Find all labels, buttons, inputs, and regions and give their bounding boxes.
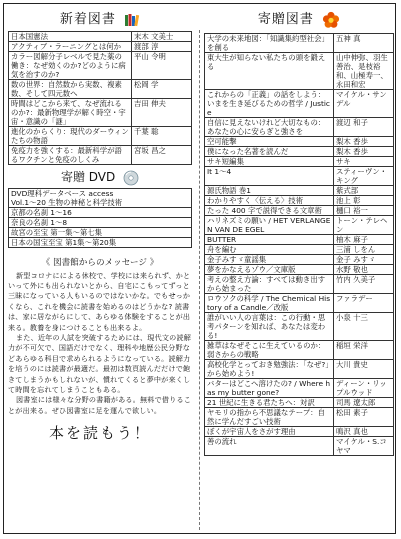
donated-book-row — [205, 205, 394, 215]
book-title: 東大生が知らない私たちの頭を鍛える — [205, 52, 334, 89]
book-author: 三浦 しをん — [334, 244, 394, 254]
book-author: 梨木 香歩 — [334, 146, 394, 156]
book-title: 源氏物語 巻1 — [205, 185, 334, 195]
book-author: 大川 貴史 — [334, 359, 394, 378]
book-author: 樋口 裕一 — [334, 205, 394, 215]
donated-book-row — [205, 166, 394, 185]
dvd-item: 京都の名刹 1〜16 — [9, 207, 192, 217]
book-author: 小泉 十三 — [334, 312, 394, 340]
book-title: わかりやすく〈伝える〉技術 — [205, 195, 334, 205]
donated-book-row — [205, 89, 394, 117]
dvd-row — [9, 217, 192, 227]
book-author: 松岡 学 — [132, 80, 192, 99]
message-title: 《 図書館からのメッセージ 》 — [41, 257, 159, 268]
dvd-row — [9, 207, 192, 217]
book-title: 夢をかなえるゾウ／文庫版 — [205, 264, 334, 274]
donated-book-row — [205, 264, 394, 274]
disc-icon — [123, 170, 139, 186]
dvd-item: 日本の国宝至宝 第1集〜第20集 — [9, 237, 192, 247]
book-author: ディーン・リップルウッド — [334, 378, 394, 397]
book-title: カラー図解分子レベルで見た薬の働き：なぜ効くのか?どのように病気を治すのか? — [9, 52, 132, 80]
message-paragraph: また、近年の人試を突破するためには、現代文の読解力が不可欠で、国語だけでなく、理科や地歴公民分野などあらゆる科目で求められるようになっている。読解力を培うのには読書が最適だ。最初は数頁読んだだけで飽きてしまうかもしれないが、慣れてくると夢中が来くして時間を忘れてしまうこともある。 — [8, 332, 192, 394]
book-author: 稲垣 栄洋 — [334, 340, 394, 359]
donated-book-row — [205, 146, 394, 156]
book-title: これからの「正義」の話をしよう：いまを生き延びるための哲学 / Justice — [205, 89, 334, 117]
book-author: 司馬 遼太郎 — [334, 397, 394, 407]
donated-books-heading — [204, 8, 394, 29]
message-paragraph: 新型コロナにによる休校で、学校には来られず、かといって外にも出られないとから、自宅にこもってずっと三昧になっている人もいるのではないかな。でもせっかくなら、これを機会に読書を始めるのはどうかな? 読書は、家に居ながらにして、あらゆる体験をすることが出来る。教養を身につけることも出来るよ。 — [8, 270, 191, 332]
book-author: 渡辺 和子 — [334, 117, 394, 136]
book-title: 空可能撃 — [205, 136, 334, 146]
book-title: 自信に見えないけれど大切なもの：あなたの心に安らぎと強さを — [205, 117, 334, 136]
flower-icon — [322, 11, 340, 29]
donated-book-row — [205, 407, 394, 426]
new-book-row — [9, 99, 192, 127]
book-author: サキ — [334, 156, 394, 166]
book-title: 数の世界：自然数から実数、複素数、そして四元数へ — [9, 80, 132, 99]
book-title: 免疫力を強くする：最新科学が語るワクチンと免疫のしくみ — [9, 146, 132, 165]
book-title: 高校化学とっておき勉強法：「なぜ?」から始めよう! — [205, 359, 334, 378]
column-divider — [199, 30, 200, 530]
book-author: 五神 真 — [334, 33, 394, 52]
dvd-table — [8, 188, 192, 248]
books-icon — [124, 13, 140, 27]
book-title: 誰がいい人の言葉は：この行動・思考パターンを知れば、あなたは変わる! — [205, 312, 334, 340]
new-book-row — [9, 146, 192, 165]
book-author: トーン・テレヘン — [334, 215, 394, 234]
book-title: 進化のからくり：現代のダーウィンたちの物語 — [9, 127, 132, 146]
book-author: 柚木 麻子 — [334, 234, 394, 244]
dvd-item: 奈良の名刹 1〜8 — [9, 217, 192, 227]
dvd-row — [9, 188, 192, 207]
donated-book-row — [205, 195, 394, 205]
new-book-row — [9, 42, 192, 52]
donated-book-row — [205, 215, 394, 234]
dvd-title: 寄贈 DVD — [60, 170, 116, 184]
new-books-table — [8, 31, 192, 165]
book-title: 考えの整え方論：すべては動き出すから始まった — [205, 274, 334, 293]
donated-book-row — [205, 378, 394, 397]
donated-book-row — [205, 185, 394, 195]
library-message — [8, 256, 192, 444]
book-title: 僕になった名著を読んだ — [205, 146, 334, 156]
new-book-row — [9, 80, 192, 99]
donated-books-table — [204, 33, 394, 456]
book-title: 善の流れ — [205, 436, 334, 455]
donated-book-row — [205, 254, 394, 264]
book-author: マイケル・サンデル — [334, 89, 394, 117]
left-column — [8, 8, 192, 443]
book-author: 吉田 伸夫 — [132, 99, 192, 127]
donated-book-row — [205, 312, 394, 340]
new-books-heading — [8, 8, 192, 27]
donated-books-title: 寄贈図書 — [257, 12, 314, 27]
book-author: 紫式部 — [334, 185, 394, 195]
book-title: ぼくが宇宙人をさがす理由 — [205, 426, 334, 436]
dvd-item: 故宮の至宝 第一集〜第七集 — [9, 227, 192, 237]
book-title: It 1〜4 — [205, 166, 334, 185]
message-paragraph: 図書室には様々な分野の書籍がある。無料で借りることが出来る。ぜひ図書室に足を運んで欲しい。 — [8, 395, 192, 415]
donated-book-row — [205, 117, 394, 136]
book-title: 時間はどこから来て、なぜ流れるのか?：最新物理学が解く時空・宇宙・意識の「謎」 — [9, 99, 132, 127]
book-title: ロウソクの科学 / The Chemical History of a Candle／改版 — [205, 293, 334, 312]
slogan: 本を読もう！ — [48, 424, 151, 443]
book-author: 金子 みすゞ — [334, 254, 394, 264]
book-title: たった 400 字で説得できる文章術 — [205, 205, 334, 215]
donated-book-row — [205, 244, 394, 254]
new-book-row — [9, 52, 192, 80]
book-author: 池上 彰 — [334, 195, 394, 205]
dvd-heading — [8, 168, 192, 186]
book-author: 平山 令明 — [132, 52, 192, 80]
donated-book-row — [205, 33, 394, 52]
donated-book-row — [205, 274, 394, 293]
donated-book-row — [205, 426, 394, 436]
book-title: サキ短編集 — [205, 156, 334, 166]
book-author: 松田 素子 — [334, 407, 394, 426]
dvd-row — [9, 227, 192, 237]
new-book-row — [9, 127, 192, 146]
book-title: 雑草はなぜそこに生えているのか：弱さからの戦略 — [205, 340, 334, 359]
book-author: 宮坂 昌之 — [132, 146, 192, 165]
donated-book-row — [205, 156, 394, 166]
book-author: ファラデー — [334, 293, 394, 312]
new-book-row — [9, 32, 192, 42]
book-title: バターはどこへ溶けたの? / Where has my butter gone? — [205, 378, 334, 397]
book-title: ハリネズミの願い / HET VERLANGEN VAN DE EGEL — [205, 215, 334, 234]
book-title: 21 世紀に生きる君たちへ：対訳 — [205, 397, 334, 407]
book-title: 金子みすゞ童謡集 — [205, 254, 334, 264]
dvd-row — [9, 237, 192, 247]
book-author: 竹内 久美子 — [334, 274, 394, 293]
right-column — [204, 8, 394, 456]
book-title: 大学の未来地図：「知識集約型社会」を創る — [205, 33, 334, 52]
donated-book-row — [205, 397, 394, 407]
new-books-title: 新着図書 — [59, 12, 116, 27]
book-title: ヤモリの指から不思議なテープ：自然に学んだすごい技術 — [205, 407, 334, 426]
book-author: 梨木 香歩 — [334, 136, 394, 146]
book-title: 日本国憲法 — [9, 32, 132, 42]
book-title: 舟を編む — [205, 244, 334, 254]
donated-book-row — [205, 293, 394, 312]
dvd-item: DVD理科データベース access Vol.1〜20 生物の神秘と科学技術 — [9, 188, 192, 207]
donated-book-row — [205, 136, 394, 146]
book-title: BUTTER — [205, 234, 334, 244]
book-title: アクティブ・ラーニングとは何か — [9, 42, 132, 52]
book-author: 山中伸弥、羽生善治、是枝裕和、山極寿一、永田和宏 — [334, 52, 394, 89]
book-author: 末木 文美士 — [132, 32, 192, 42]
donated-book-row — [205, 359, 394, 378]
donated-book-row — [205, 340, 394, 359]
book-author: 鳴沢 真也 — [334, 426, 394, 436]
book-author: 千葉 聡 — [132, 127, 192, 146]
donated-book-row — [205, 52, 394, 89]
book-author: スティーヴン・キング — [334, 166, 394, 185]
book-author: 渡部 淳 — [132, 42, 192, 52]
donated-book-row — [205, 436, 394, 455]
donated-book-row — [205, 234, 394, 244]
book-author: マイケル・S.コヤマ — [334, 436, 394, 455]
book-author: 水野 敬也 — [334, 264, 394, 274]
